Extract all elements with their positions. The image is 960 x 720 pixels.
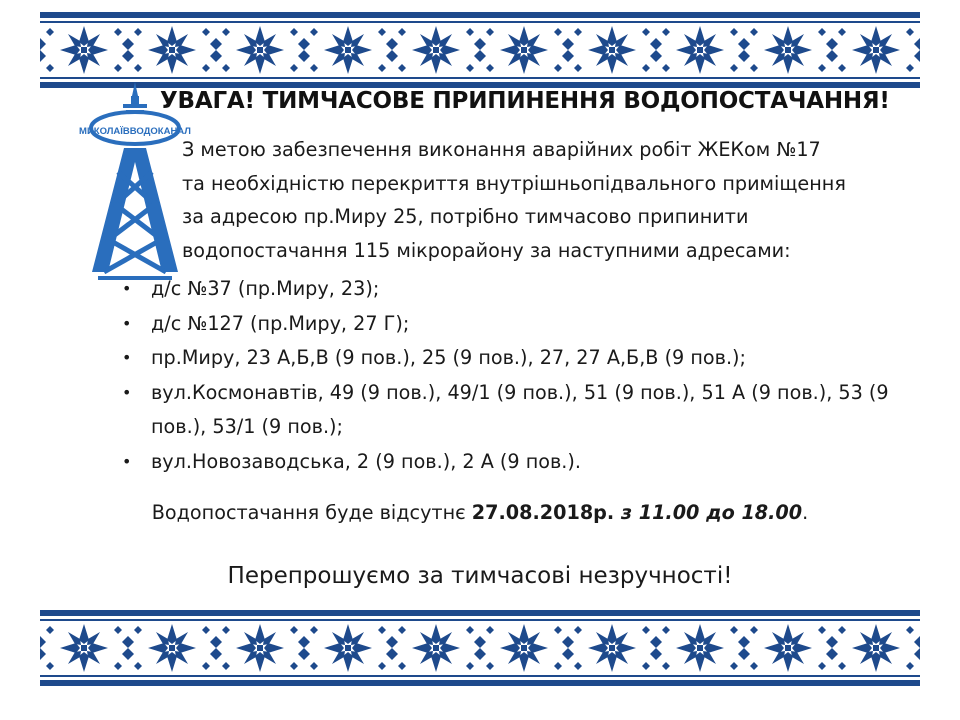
notice-title: УВАГА! ТИМЧАСОВЕ ПРИПИНЕННЯ ВОДОПОСТАЧАННЯ!	[160, 88, 890, 114]
bullet-icon: •	[122, 348, 132, 367]
address-item	[120, 445, 920, 480]
ornament-border-top	[40, 12, 920, 88]
address-text: д/с №37 (пр.Миру, 23);	[151, 277, 380, 300]
address-text: вул.Новозаводська, 2 (9 пов.), 2 А (9 пов.).	[151, 449, 581, 473]
address-item	[120, 307, 920, 342]
ornament-border-bottom	[40, 610, 920, 686]
address-text: пр.Миру, 23 А,Б,В (9 пов.), 25 (9 пов.), 27, 27 А,Б,В (9 пов.);	[151, 346, 747, 369]
logo-text: МИКОЛАЇВВОДОКАНАЛ	[79, 126, 191, 137]
bullet-icon: •	[122, 451, 132, 471]
address-item	[120, 341, 920, 376]
apology-text: Перепрошуємо за тимчасові незручності!	[227, 563, 733, 589]
ornament-bottom-svg	[40, 610, 920, 686]
intro-line: водопостачання 115 мікрорайону за наступними адресами:	[182, 238, 791, 262]
bullet-icon: •	[122, 279, 132, 298]
address-item	[120, 376, 920, 445]
intro-line: за адресою пр.Миру 25, потрібно тимчасово припинити	[182, 205, 749, 228]
address-text: вул.Космонавтів, 49 (9 пов.), 49/1 (9 пов.), 51 (9 пов.), 51 А (9 пов.), 53 (9 пов.), 53/1 (9 пов.);	[151, 380, 889, 438]
intro-line: та необхідністю перекриття внутрішньопідвального приміщення	[182, 171, 846, 195]
bullet-icon: •	[122, 382, 132, 402]
outage-date: 27.08.2018р.	[471, 501, 615, 524]
intro-line: З метою забезпечення виконання аварійних робіт ЖЕКом №17	[182, 138, 821, 161]
address-text: д/с №127 (пр.Миру, 27 Г);	[151, 311, 410, 335]
intro-paragraph	[182, 133, 922, 267]
notice-prefix: Водопостачання буде відсутнє	[151, 501, 472, 524]
outage-notice	[0, 501, 960, 524]
notice-suffix: .	[802, 501, 809, 524]
ornament-top-svg	[40, 12, 920, 88]
outage-time: з 11.00 до 18.00	[614, 501, 803, 524]
address-list	[120, 272, 920, 479]
bullet-icon: •	[122, 313, 132, 333]
address-item	[120, 272, 920, 307]
